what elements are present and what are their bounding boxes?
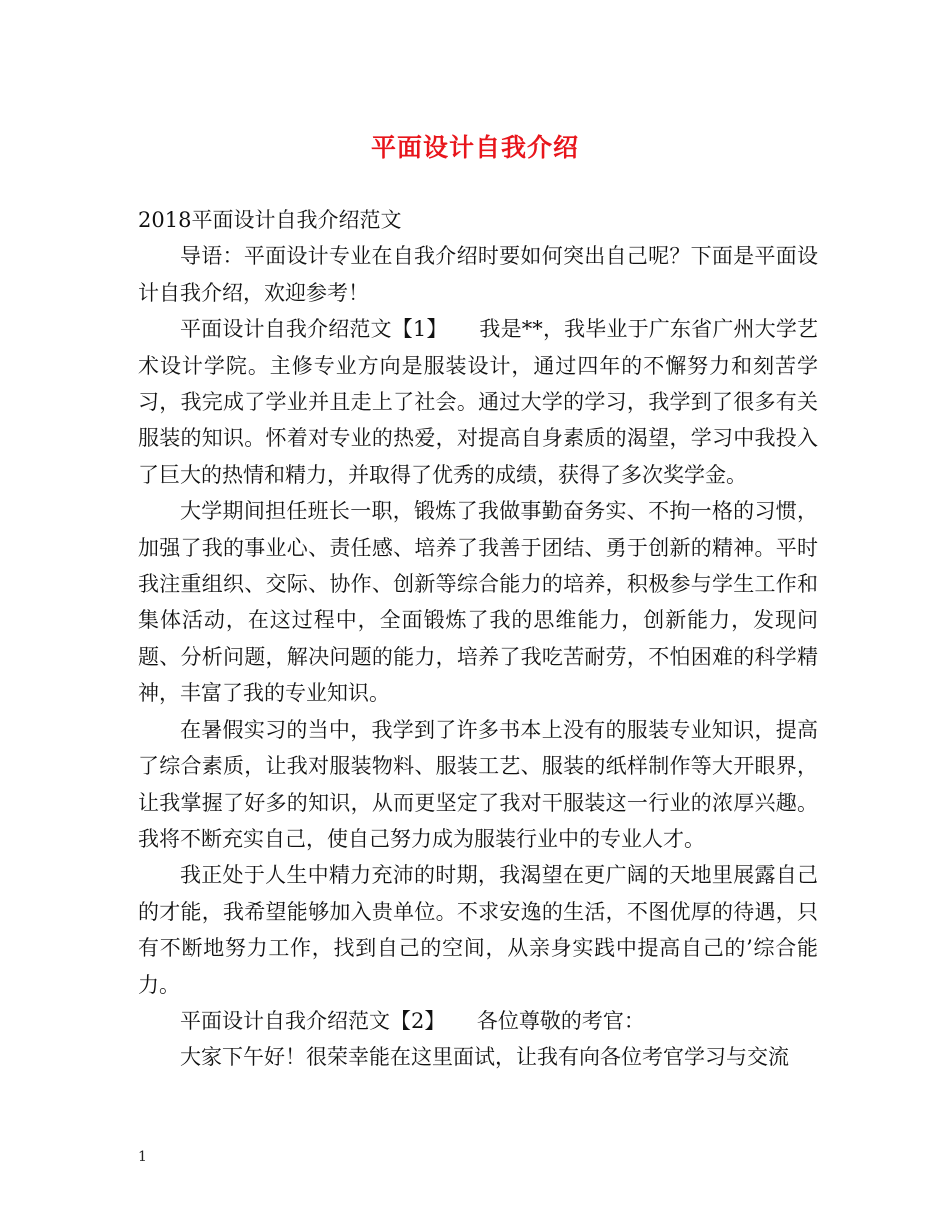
paragraph-intro: 导语：平面设计专业在自我介绍时要如何突出自己呢？下面是平面设计自我介绍，欢迎参考！ (138, 244, 818, 305)
paragraph-internship: 在暑假实习的当中，我学到了许多书本上没有的服装专业知识，提高了综合素质，让我对服装物料、服装工艺、服装的纸样制作等大开眼界，让我掌握了好多的知识，从而更坚定了我对干服装这一行业的浓厚兴趣。我将不断充实自己，使自己努力成为服装行业中的专业人才。 (138, 717, 818, 851)
page-number: 1 (138, 1149, 147, 1165)
paragraph-university: 大学期间担任班长一职，锻炼了我做事勤奋务实、不拘一格的习惯，加强了我的事业心、责任感、培养了我善于团结、勇于创新的精神。平时我注重组织、交际、协作、创新等综合能力的培养，积极参与学生工作和集体活动，在这过程中，全面锻炼了我的思维能力，创新能力，发现问题、分析问题，解决问题的能力，培养了我吃苦耐劳，不怕困难的科学精神，丰富了我的专业知识。 (138, 499, 818, 706)
paragraph-sample-2: 平面设计自我介绍范文【2】 各位尊敬的考官： (180, 1008, 645, 1033)
paragraph-aspiration: 我正处于人生中精力充沛的时期，我渴望在更广阔的天地里展露自己的才能，我希望能够加入贵单位。不求安逸的生活，不图优厚的待遇，只有不断地努力工作，找到自己的空间，从亲身实践中提高自己的’综合能力。 (138, 863, 818, 997)
paragraph-greeting: 大家下午好！很荣幸能在这里面试，让我有向各位考官学习与交流 (180, 1045, 789, 1070)
document-title: 平面设计自我介绍 (370, 133, 579, 162)
document-subtitle: 2018平面设计自我介绍范文 (138, 208, 402, 232)
document-body (138, 202, 818, 1076)
paragraph-sample-1: 平面设计自我介绍范文【1】 我是**，我毕业于广东省广州大学艺术设计学院。主修专业方向是服装设计，通过四年的不懈努力和刻苦学习，我完成了学业并且走上了社会。通过大学的学习，我学到了很多有关服装的知识。怀着对专业的热爱，对提高自身素质的渴望，学习中我投入了巨大的热情和精力，并取得了优秀的成绩，获得了多次奖学金。 (138, 317, 818, 487)
